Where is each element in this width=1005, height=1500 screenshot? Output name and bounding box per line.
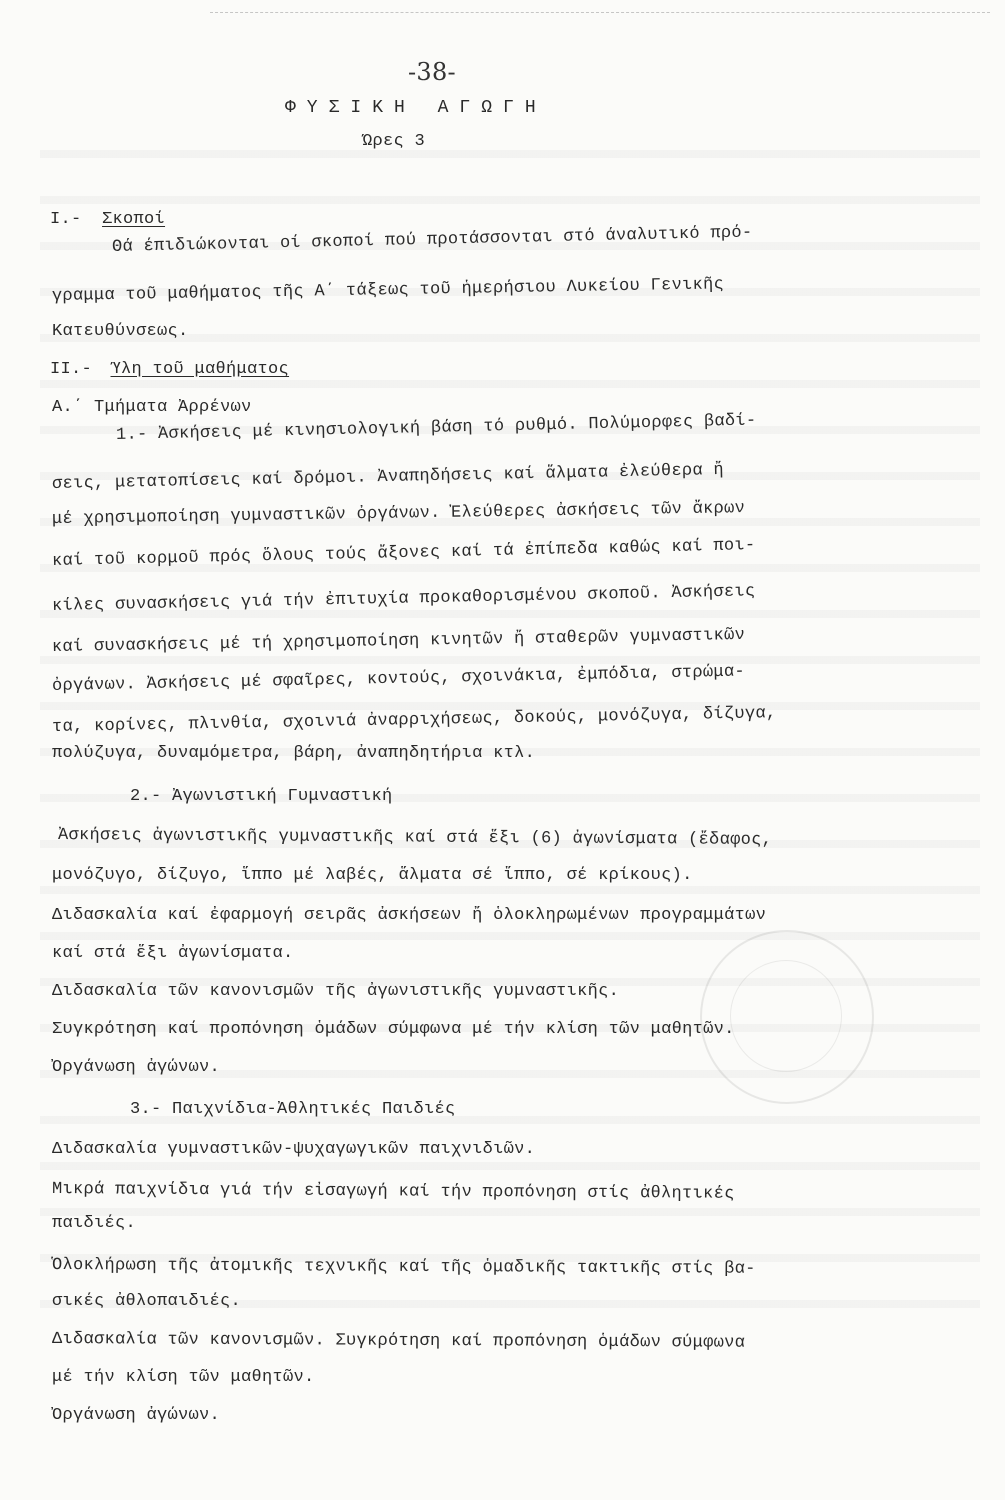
item-3-line: Διδασκαλία τῶν κανονισμῶν. Συγκρότηση καί προπόνηση ὁμάδων σύμφωνα xyxy=(51,1330,746,1353)
section-1-line: γραμμα τοῦ μαθήματος τῆς Α΄ τάξεως τοῦ ἡμερήσιου Λυκείου Γενικῆς xyxy=(51,275,725,306)
section-1-line: Θά έπιδιώκονται οί σκοποί πού προτάσσονται στό άναλυτικό πρό- xyxy=(111,223,753,257)
section-2-heading xyxy=(50,360,289,379)
page-number: -38- xyxy=(408,58,456,86)
section-2-number: ΙΙ.- xyxy=(50,360,93,379)
subheading-boys: Α.΄ Τμήματα Ἀρρένων xyxy=(52,398,252,417)
item-2-line: Ἀσκήσεις ἀγωνιστικῆς γυμναστικῆς καί στά ἕξι (6) ἀγωνίσματα (ἔδαφος, xyxy=(57,826,773,850)
item-1-line: καί συνασκήσεις μέ τή χρησιμοποίηση κινητῶν ἤ σταθερῶν γυμναστικῶν xyxy=(51,625,746,657)
item-3-line: παιδιές. xyxy=(52,1214,137,1233)
hours-label: Ώρες 3 xyxy=(362,132,426,151)
scan-edge-line xyxy=(210,12,990,13)
item-2-title: 2.- Ἀγωνιστική Γυμναστική xyxy=(130,787,393,806)
item-3-title: 3.- Παιχνίδια-Ἀθλητικές Παιδιές xyxy=(130,1100,456,1119)
item-2-line: Διδασκαλία καί ἐφαρμογή σειρᾶς ἀσκήσεων ἤ ὁλοκληρωμένων προγραμμάτων xyxy=(52,906,767,925)
page-title: ΦΥΣΙΚΗ ΑΓΩΓΗ xyxy=(285,98,547,118)
item-1-line: 1.- Ἀσκήσεις μέ κινησιολογική βάση τό ρυθμό. Πολύμορφες βαδί- xyxy=(115,411,757,445)
section-1-heading xyxy=(50,210,165,229)
item-2-line: μονόζυγο, δίζυγο, ἵππο μέ λαβές, ἅλματα σέ ἵππο, σέ κρίκους). xyxy=(52,866,693,885)
item-1-line: κίλες συνασκήσεις γιά τήν ἐπιτυχία προκαθορισμένου σκοποῦ. Ἀσκήσεις xyxy=(51,582,756,616)
item-3-line: Ὀργάνωση ἀγώνων. xyxy=(52,1406,221,1425)
section-1-line: Κατευθύνσεως. xyxy=(52,322,189,341)
item-2-line: καί στά ἕξι ἀγωνίσματα. xyxy=(52,944,294,963)
item-1-line: καί τοῦ κορμοῦ πρός ὅλους τούς ἄξονες καί τά ἐπίπεδα καθώς καί ποι- xyxy=(51,536,756,571)
item-3-line: Ὁλοκλήρωση τῆς ἀτομικῆς τεχνικῆς καί τῆς ὁμαδικῆς τακτικῆς στίς βα- xyxy=(51,1256,756,1279)
item-2-line: Ὀργάνωση ἀγώνων. xyxy=(52,1058,221,1077)
item-3-line: σικές ἀθλοπαιδιές. xyxy=(52,1292,242,1311)
item-1-line: ὀργάνων. Ἀσκήσεις μέ σφαῖρες, κοντούς, σχοινάκια, ἐμπόδια, στρώμα- xyxy=(51,662,746,696)
item-1-line: σεις, μετατοπίσεις καί δρόμοι. Ἀναπηδήσεις καί ἅλματα ἐλεύθερα ἤ xyxy=(51,460,725,494)
section-1-number: Ι.- xyxy=(50,210,82,229)
item-3-line: μέ τήν κλίση τῶν μαθητῶν. xyxy=(52,1368,315,1387)
section-2-title: Ύλη τοῦ μαθήματος xyxy=(110,360,290,379)
item-2-line: Διδασκαλία τῶν κανονισμῶν τῆς ἀγωνιστικῆς γυμναστικῆς. xyxy=(52,982,620,1001)
official-stamp xyxy=(700,930,874,1104)
item-1-line: μέ χρησιμοποίηση γυμναστικῶν ὀργάνων. Ἐλεύθερες ἀσκήσεις τῶν ἄκρων xyxy=(51,499,746,529)
section-1-title: Σκοποί xyxy=(102,210,166,229)
item-1-line: πολύζυγα, δυναμόμετρα, βάρη, ἀναπηδητήρια κτλ. xyxy=(52,744,536,763)
item-3-line: Μικρά παιχνίδια γιά τήν εἰσαγωγή καί τήν προπόνηση στίς ἀθλητικές xyxy=(51,1180,735,1204)
item-2-line: Συγκρότηση καί προπόνηση ὁμάδων σύμφωνα μέ τήν κλίση τῶν μαθητῶν. xyxy=(52,1020,735,1039)
item-1-line: τα, κορίνες, πλινθία, σχοινιά ἀναρριχήσεως, δοκούς, μονόζυγα, δίζυγα, xyxy=(51,704,777,737)
item-3-line: Διδασκαλία γυμναστικῶν-ψυχαγωγικῶν παιχνιδιῶν. xyxy=(52,1140,536,1159)
